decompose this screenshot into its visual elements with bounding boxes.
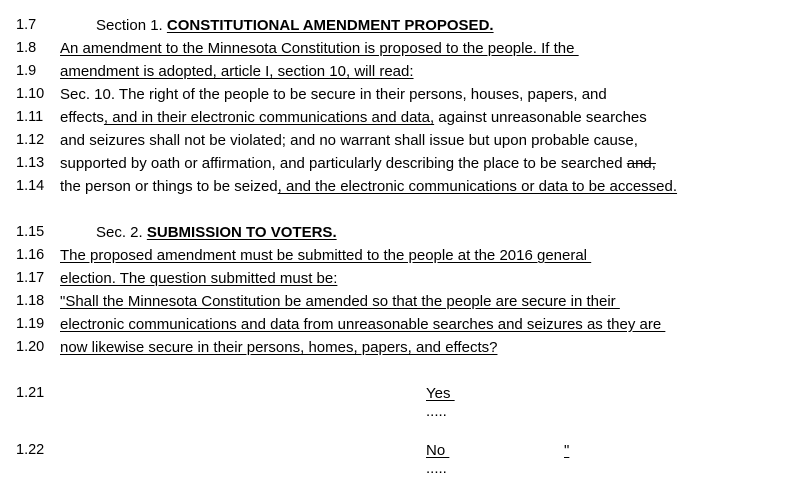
document-line: [14, 175, 782, 198]
paragraph-spacer: [14, 359, 782, 382]
document-line: [14, 405, 782, 428]
inserted-text: now likewise secure in their persons, homes, papers, and effects?: [60, 339, 498, 356]
ballot-option-yes: Yes: [426, 385, 455, 402]
line-number: 1.19: [16, 316, 45, 332]
document-line: [14, 14, 782, 37]
line-number: 1.8: [16, 40, 37, 56]
document-line: [14, 462, 782, 485]
document-line: [14, 37, 782, 60]
deleted-text: and,: [626, 155, 656, 172]
line-text: [60, 14, 782, 37]
document-line: [14, 267, 782, 290]
line-number: 1.16: [16, 247, 45, 263]
document-line: [14, 83, 782, 106]
line-text: [60, 152, 782, 175]
inserted-text: , and in their electronic communications and data,: [103, 109, 435, 126]
line-number: 1.22: [16, 442, 45, 458]
line-text: [60, 336, 782, 359]
section-heading: SUBMISSION TO VOTERS.: [146, 224, 337, 241]
ballot-dots-yes: .....: [426, 403, 447, 420]
line-number: 1.17: [16, 270, 45, 286]
document-line: [14, 382, 782, 405]
line-number: 1.20: [16, 339, 45, 355]
document-line: [14, 60, 782, 83]
line-text: [60, 290, 782, 313]
section-label: Sec. 2.: [96, 224, 147, 241]
line-number: 1.7: [16, 17, 37, 33]
inserted-text: election. The question submitted must be:: [60, 270, 338, 287]
line-text: [60, 382, 782, 405]
section-heading: CONSTITUTIONAL AMENDMENT PROPOSED.: [166, 17, 494, 34]
line-text: [60, 221, 782, 244]
document-line: [14, 336, 782, 359]
document-line: [14, 152, 782, 175]
existing-text: supported by oath or affirmation, and particularly describing the place to be searched: [60, 155, 627, 172]
paragraph-spacer: [14, 428, 782, 439]
line-text: [60, 313, 782, 336]
line-number: 1.9: [16, 63, 37, 79]
line-number: 1.21: [16, 385, 45, 401]
line-number: 1.12: [16, 132, 45, 148]
line-number: 1.13: [16, 155, 45, 171]
inserted-text: , and the electronic communications or data to be accessed.: [277, 178, 678, 195]
existing-text: against unreasonable searches: [434, 109, 647, 126]
ballot-option-no: No: [426, 442, 450, 459]
inserted-text: An amendment to the Minnesota Constitution is proposed to the people. If the: [60, 40, 579, 57]
section-label: Section 1.: [96, 17, 167, 34]
line-number: 1.10: [16, 86, 45, 102]
line-text: Sec. 10. The right of the people to be secure in their persons, houses, papers, and: [60, 86, 607, 103]
document-line: [14, 439, 782, 462]
document-line: [14, 244, 782, 267]
line-number: 1.14: [16, 178, 45, 194]
closing-quote: ": [564, 442, 570, 459]
line-text: [60, 267, 782, 290]
line-number: 1.11: [16, 109, 44, 125]
line-number: 1.18: [16, 293, 45, 309]
line-text: [60, 37, 782, 60]
line-text: [60, 175, 782, 198]
ballot-dots-no: .....: [426, 460, 447, 477]
line-text: and seizures shall not be violated; and no warrant shall issue but upon probable cause,: [60, 132, 638, 149]
line-text: [60, 60, 782, 83]
line-number: 1.15: [16, 224, 45, 240]
line-text: [60, 439, 782, 462]
document-line: [14, 106, 782, 129]
document-line: [14, 290, 782, 313]
existing-text: effects: [60, 109, 104, 126]
document-line: [14, 221, 782, 244]
document-line: [14, 313, 782, 336]
inserted-text: electronic communications and data from unreasonable searches and seizures as they are: [60, 316, 666, 333]
existing-text: the person or things to be seized: [60, 178, 278, 195]
inserted-text: amendment is adopted, article I, section 10, will read:: [60, 63, 414, 80]
inserted-text: The proposed amendment must be submitted to the people at the 2016 general: [60, 247, 592, 264]
line-text: [60, 106, 782, 129]
paragraph-spacer: [14, 198, 782, 221]
line-text: [60, 244, 782, 267]
document-line: [14, 129, 782, 152]
inserted-text: "Shall the Minnesota Constitution be amended so that the people are secure in their: [60, 293, 620, 310]
